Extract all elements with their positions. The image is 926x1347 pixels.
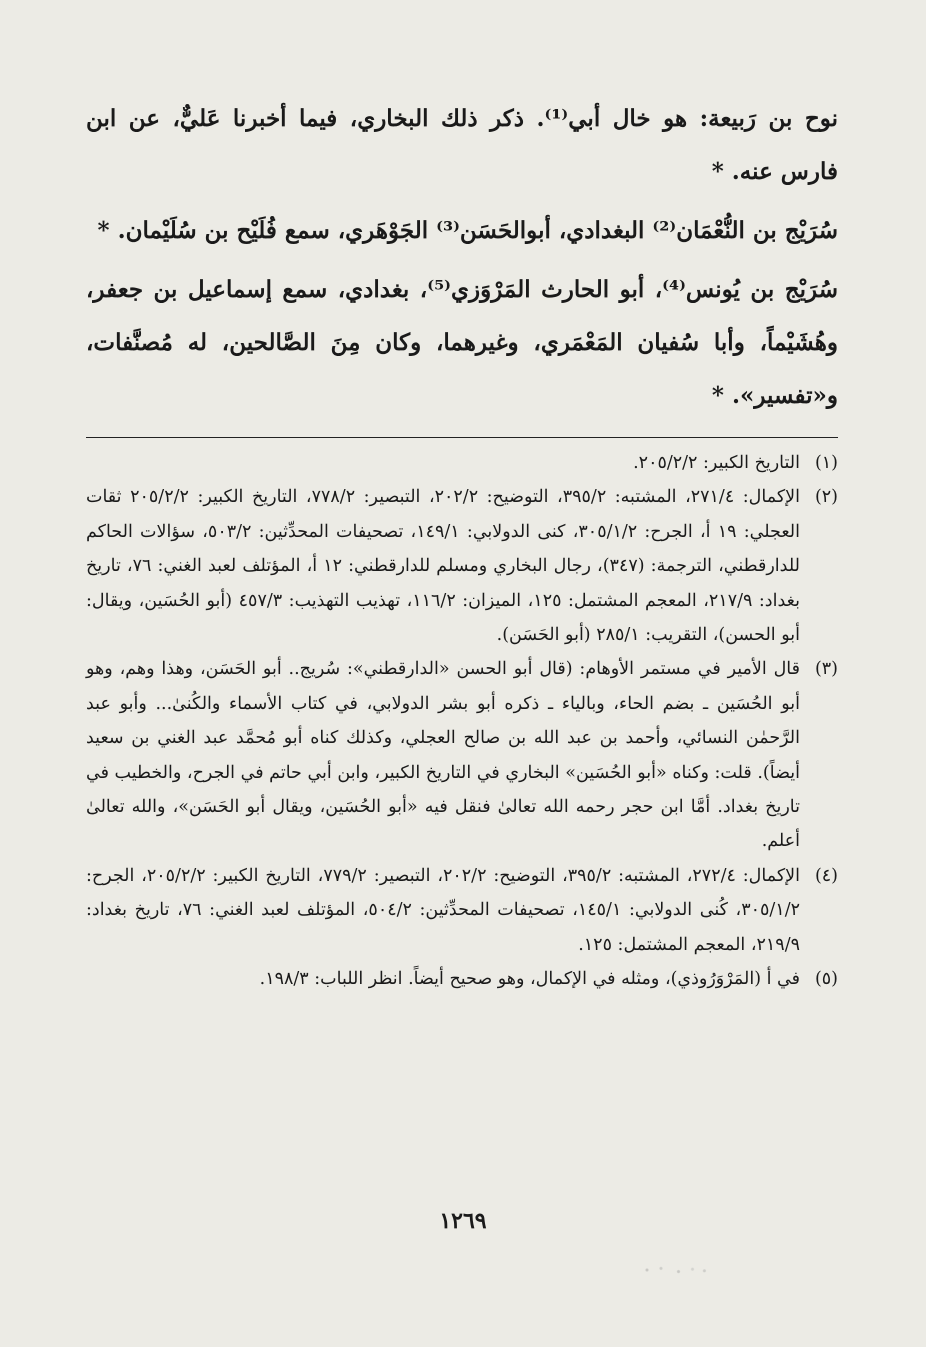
footnote-3 [86,652,838,858]
footnote-number: (٥) [814,969,838,990]
footnote-text: الإكمال: ٢٧٢/٤، المشتبه: ٣٩٥/٢، التوضيح: ٢٠٢/٢، التبصير: ٧٧٩/٢، التاريخ الكبير: ٢٠٥/٢/٢، الجرح: ٣٠٥/١/٢، كُنى الدولابي: ١٤٥/١، تصحيفات المحدِّثين: ٥٠٤/٢، المؤتلف لعبد الغني: ٧٦، تاريخ بغداد: ٢١٩/٩، المعجم المشتمل: ١٢٥. [86,865,800,955]
footnote-text: الإكمال: ٢٧١/٤، المشتبه: ٣٩٥/٢، التوضيح: ٢٠٢/٢، التبصير: ٧٧٨/٢، التاريخ الكبير: ٢٠٥/٢/٢ ثقات العجلي: ١٩ أ، الجرح: ٣٠٥/١/٢، كنى الدولابي: ١٤٩/١، تصحيفات المحدِّثين: ٥٠٣/٢، سؤالات الحاكم للدارقطني، الترجمة: (٣٤٧)، رجال البخاري ومسلم للدارقطني: ١٢ أ، المؤتلف لعبد الغني: ٧٦، تاريخ بغداد: ٢١٧/٩، المعجم المشتمل: ١٢٥، الميزان: ١١٦/٢، تهذيب التهذيب: ٤٥٧/٣ (أبو الحُسَين، ويقال: أبو الحسن)، التقريب: ٢٨٥/١ (أبو الحَسَن). [86,487,801,646]
footnote-text: في أ (المَرْوَرُوذي)، ومثله في الإكمال، وهو صحيح أيضاً. انظر اللباب: ١٩٨/٣. [259,969,800,990]
footnote-number: (٤) [814,865,838,886]
footnote-2 [86,480,838,652]
footnote-number: (٣) [814,659,838,680]
entry-surayj-ibn-numan: سُرَيْج بن النُّعْمَان⁽²⁾ البغدادي، أبوالحَسَن⁽³⁾ الجَوْهَري، سمع فُلَيْح بن سُلَيْمان. * [97,217,838,244]
footnote-text: التاريخ الكبير: ٢٠٥/٢/٢. [633,453,800,473]
main-text [86,92,838,428]
footnote-divider [86,437,838,438]
page-number: ١٢٦٩ [439,1208,487,1234]
entry-surayj-ibn-yunus: سُرَيْج بن يُونس⁽⁴⁾، أبو الحارث المَرْوَزي⁽⁵⁾، بغدادي، سمع إسماعيل بن جعفر، وهُشَيْماً، وأبا سُفيان المَعْمَري، وغيرهما، وكان مِنَ الصَّالحين، له مُصنَّفات، و«تفسير». * [86,276,838,409]
footnote-4 [86,859,838,962]
scan-speck [640,1262,710,1278]
footnote-number: (٢) [814,487,838,508]
footnote-text: قال الأمير في مستمر الأوهام: (قال أبو الحسن «الدارقطني»: سُريج.. أبو الحَسَن، وهذا وهم، وهو أبو الحُسَين ـ بضم الحاء، وبالياء ـ ذكره أبو بشر الدولابي، في كتاب الأسماء والكُنىٰ... وأبو عبد الرَّحمٰن النسائي، وأحمد بن عبد الله بن صالح العجلي، وكذلك كناه أبو مُحمَّد عبد الغني بن سعيد أيضاً). قلت: وكناه «أبو الحُسَين» البخاري في التاريخ الكبير، وابن أبي حاتم في الجرح، والخطيب في تاريخ بغداد. أمَّا ابن حجر رحمه الله تعالىٰ فنقل فيه «أبو الحُسَين، ويقال أبو الحَسَن»، والله تعالىٰ أعلم. [86,659,800,852]
footnote-5 [86,962,838,996]
footnote-number: (١) [814,453,838,473]
footnotes [86,446,838,997]
entry-nuh-ibn-rabia: نوح بن رَبيعة: هو خال أبي⁽¹⁾. ذكر ذلك البخاري، فيما أخبرنا عَليٌّ، عن ابن فارس عنه. * [86,105,838,185]
footnote-1 [86,446,838,480]
